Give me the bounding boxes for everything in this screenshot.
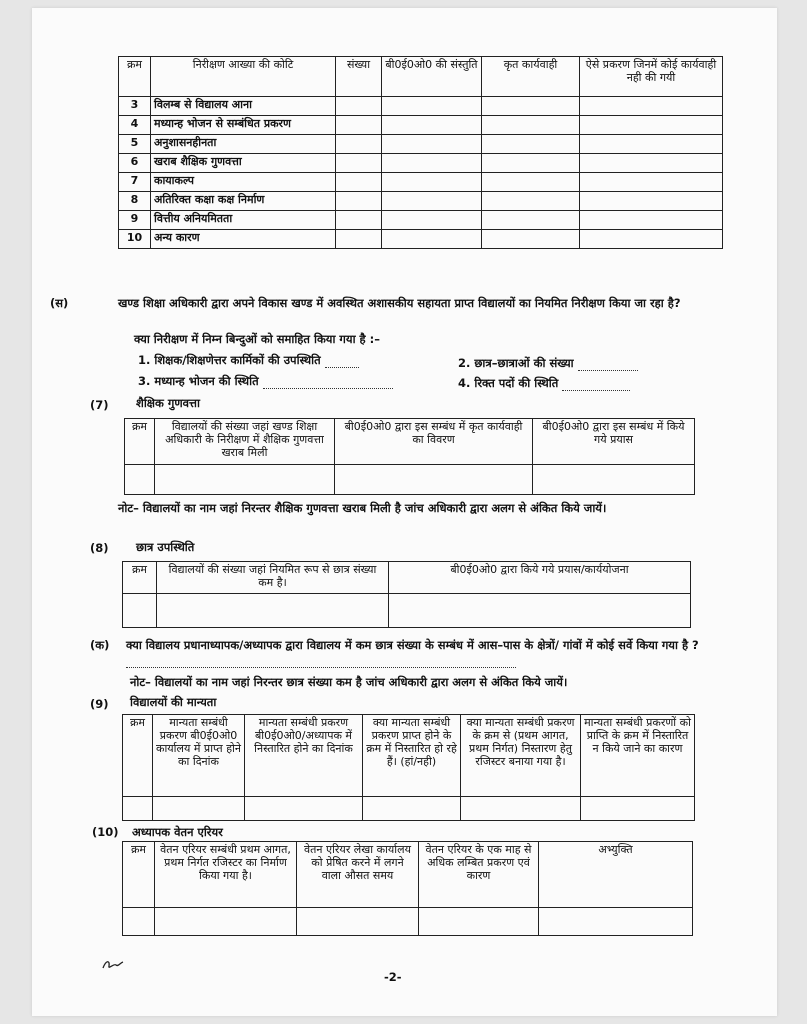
table-row (119, 192, 723, 211)
header-fifo-register: वेतन एरियर सम्बंधी प्रथम आगत, प्रथम निर्गत रजिस्टर का निर्माण किया गया है। (155, 842, 297, 908)
row-serial: 4 (119, 116, 151, 135)
row-category: वित्तीय अनियमितता (151, 211, 336, 230)
section-k-text: क्या विद्यालय प्रधानाध्यापक/अध्यापक द्वारा विद्यालय में कम छात्र संख्या के सम्बंध में आस–पास के क्षेत्रों/ गांवों में कोई सर्वे किया गया है ? (126, 638, 718, 668)
table-cell (336, 154, 382, 173)
page-number: -2- (384, 970, 402, 984)
row-serial: 9 (119, 211, 151, 230)
row-serial: 5 (119, 135, 151, 154)
header-serial: क्रम (125, 419, 155, 465)
table-cell (382, 173, 482, 192)
table-cell (580, 230, 723, 249)
point-3: 3. मध्यान्ह भोजन की स्थिति (138, 374, 393, 389)
table-cell (382, 230, 482, 249)
table-cell (336, 192, 382, 211)
section-k-marker: (क) (90, 638, 110, 652)
header-fifo-register: क्या मान्यता सम्बंधी प्रकरण के क्रम से (प्रथम आगत, प्रथम निर्गत) निस्तारण हेतु रजिस्टर बनाया गया है। (461, 715, 581, 797)
table-cell (482, 97, 580, 116)
table-cell (580, 154, 723, 173)
section-8-title: छात्र उपस्थिति (136, 540, 195, 554)
section-9-marker: (9) (90, 697, 109, 711)
row-serial: 6 (119, 154, 151, 173)
section-10-marker: (10) (92, 825, 119, 839)
table-cell (336, 97, 382, 116)
table-cell (297, 908, 419, 936)
table-cell (382, 116, 482, 135)
table-cell (482, 135, 580, 154)
header-schools-count: विद्यालयों की संख्या जहां खण्ड शिक्षा अधिकारी के निरीक्षण में शैक्षिक गुणवत्ता खराब मिली (155, 419, 335, 465)
initials-signature (100, 954, 126, 974)
header-low-attendance-schools: विद्यालयों की संख्या जहां नियमित रूप से छात्र संख्या कम है। (157, 562, 389, 594)
table-row (119, 154, 723, 173)
table-cell (336, 211, 382, 230)
table-cell (336, 116, 382, 135)
table-cell (580, 173, 723, 192)
header-average-time: वेतन एरियर लेखा कार्यालय को प्रेषित करने में लगने वाला औसत समय (297, 842, 419, 908)
header-serial: क्रम (123, 715, 153, 797)
section-7-marker: (7) (90, 398, 109, 412)
header-category: निरीक्षण आख्या की कोटि (151, 57, 336, 97)
table-cell (389, 594, 691, 628)
table-cell (155, 465, 335, 495)
point-2: 2. छात्र–छात्राओं की संख्या (458, 356, 638, 371)
document-page (32, 8, 777, 1016)
table-cell (580, 116, 723, 135)
row-category: अतिरिक्त कक्षा कक्ष निर्माण (151, 192, 336, 211)
table-cell (580, 192, 723, 211)
row-category: कायाकल्प (151, 173, 336, 192)
row-category: खराब शैक्षिक गुणवत्ता (151, 154, 336, 173)
table-cell (157, 594, 389, 628)
table-row (119, 97, 723, 116)
header-count: संख्या (336, 57, 382, 97)
table-cell (482, 211, 580, 230)
row-serial: 8 (119, 192, 151, 211)
section-7-title: शैक्षिक गुणवत्ता (136, 396, 200, 410)
table-cell (461, 797, 581, 821)
table-cell (123, 908, 155, 936)
table-cell (336, 173, 382, 192)
table-cell (382, 135, 482, 154)
table-cell (580, 211, 723, 230)
row-serial: 3 (119, 97, 151, 116)
table-cell (580, 97, 723, 116)
table-cell (539, 908, 693, 936)
table-cell (335, 465, 533, 495)
table-cell (482, 230, 580, 249)
student-attendance-table (122, 561, 691, 628)
section-s-marker: (स) (50, 296, 69, 310)
table-cell (533, 465, 695, 495)
table-cell (155, 908, 297, 936)
table-cell (581, 797, 695, 821)
table-cell (125, 465, 155, 495)
table-row (119, 135, 723, 154)
row-serial: 7 (119, 173, 151, 192)
table-cell (382, 211, 482, 230)
row-category: मध्यान्ह भोजन से सम्बंधित प्रकरण (151, 116, 336, 135)
table-cell (482, 173, 580, 192)
header-beo-recommendation: बी0ई0ओ0 की संस्तुति (382, 57, 482, 97)
header-serial: क्रम (123, 562, 157, 594)
header-action-taken: कृत कार्यवाही (482, 57, 580, 97)
header-action-details: बी0ई0ओ0 द्वारा इस सम्बंध में कृत कार्यवाही का विवरण (335, 419, 533, 465)
section-k-note: नोट– विद्यालयों का नाम जहां निरन्तर छात्र संख्या कम है जांच अधिकारी द्वारा अलग से अंकित किये जायें। (130, 675, 568, 689)
header-serial: क्रम (123, 842, 155, 908)
point-4: 4. रिक्त पदों की स्थिति (458, 376, 630, 391)
table-cell (245, 797, 363, 821)
table-cell (123, 594, 157, 628)
table-cell (363, 797, 461, 821)
section-9-title: विद्यालयों की मान्यता (130, 695, 217, 709)
table-cell (336, 230, 382, 249)
table-row (119, 211, 723, 230)
header-received-date: मान्यता सम्बंधी प्रकरण बी0ई0ओ0 कार्यालय में प्राप्त होने का दिनांक (153, 715, 245, 797)
section-s-text: खण्ड शिक्षा अधिकारी द्वारा अपने विकास खण्ड में अवस्थित अशासकीय सहायता प्राप्त विद्यालयों का नियमित निरीक्षण किया जा रहा है? (118, 296, 681, 310)
table-cell (123, 797, 153, 821)
education-quality-table (124, 418, 695, 495)
table-cell (382, 154, 482, 173)
table-row (119, 116, 723, 135)
header-no-action-cases: ऐसे प्रकरण जिनमें कोई कार्यवाही नही की गयी (580, 57, 723, 97)
header-disposed-in-order: क्या मान्यता सम्बंधी प्रकरण प्राप्त होने के क्रम में निस्तारित हो रहे हैं। (हां/नही) (363, 715, 461, 797)
table-cell (482, 192, 580, 211)
header-remarks: अभ्युक्ति (539, 842, 693, 908)
table-cell (382, 192, 482, 211)
header-pending-cases: वेतन एरियर के एक माह से अधिक लम्बित प्रकरण एवं कारण (419, 842, 539, 908)
section-10-title: अध्यापक वेतन एरियर (132, 825, 223, 839)
point-1: 1. शिक्षक/शिक्षणेत्तर कार्मिकों की उपस्थिति (138, 353, 359, 368)
section-7-note: नोट– विद्यालयों का नाम जहां निरन्तर शैक्षिक गुणवत्ता खराब मिली है जांच अधिकारी द्वारा अलग से अंकित किये जायें। (118, 501, 607, 515)
header-reason-not-in-order: मान्यता सम्बंधी प्रकरणों को प्राप्ति के क्रम में निस्तारित न किये जाने का कारण (581, 715, 695, 797)
row-category: अन्य कारण (151, 230, 336, 249)
header-beo-efforts: बी0ई0ओ0 द्वारा किये गये प्रयास/कार्ययोजना (389, 562, 691, 594)
table-row (119, 173, 723, 192)
row-category: अनुशासनहीनता (151, 135, 336, 154)
header-disposal-date: मान्यता सम्बंधी प्रकरण बी0ई0ओ0/अध्यापक में निस्तारित होने का दिनांक (245, 715, 363, 797)
school-recognition-table (122, 714, 695, 821)
table-cell (153, 797, 245, 821)
table-cell (580, 135, 723, 154)
table-cell (382, 97, 482, 116)
section-s-question: क्या निरीक्षण में निम्न बिन्दुओं को समाहित किया गया है :– (134, 332, 381, 346)
section-8-marker: (8) (90, 541, 109, 555)
table-cell (336, 135, 382, 154)
header-efforts: बी0ई0ओ0 द्वारा इस सम्बंध में किये गये प्रयास (533, 419, 695, 465)
table-cell (419, 908, 539, 936)
salary-arrears-table (122, 841, 693, 936)
table-cell (482, 154, 580, 173)
row-category: विलम्ब से विद्यालय आना (151, 97, 336, 116)
header-serial: क्रम (119, 57, 151, 97)
row-serial: 10 (119, 230, 151, 249)
table-row (119, 230, 723, 249)
inspection-report-table (118, 56, 723, 249)
table-cell (482, 116, 580, 135)
